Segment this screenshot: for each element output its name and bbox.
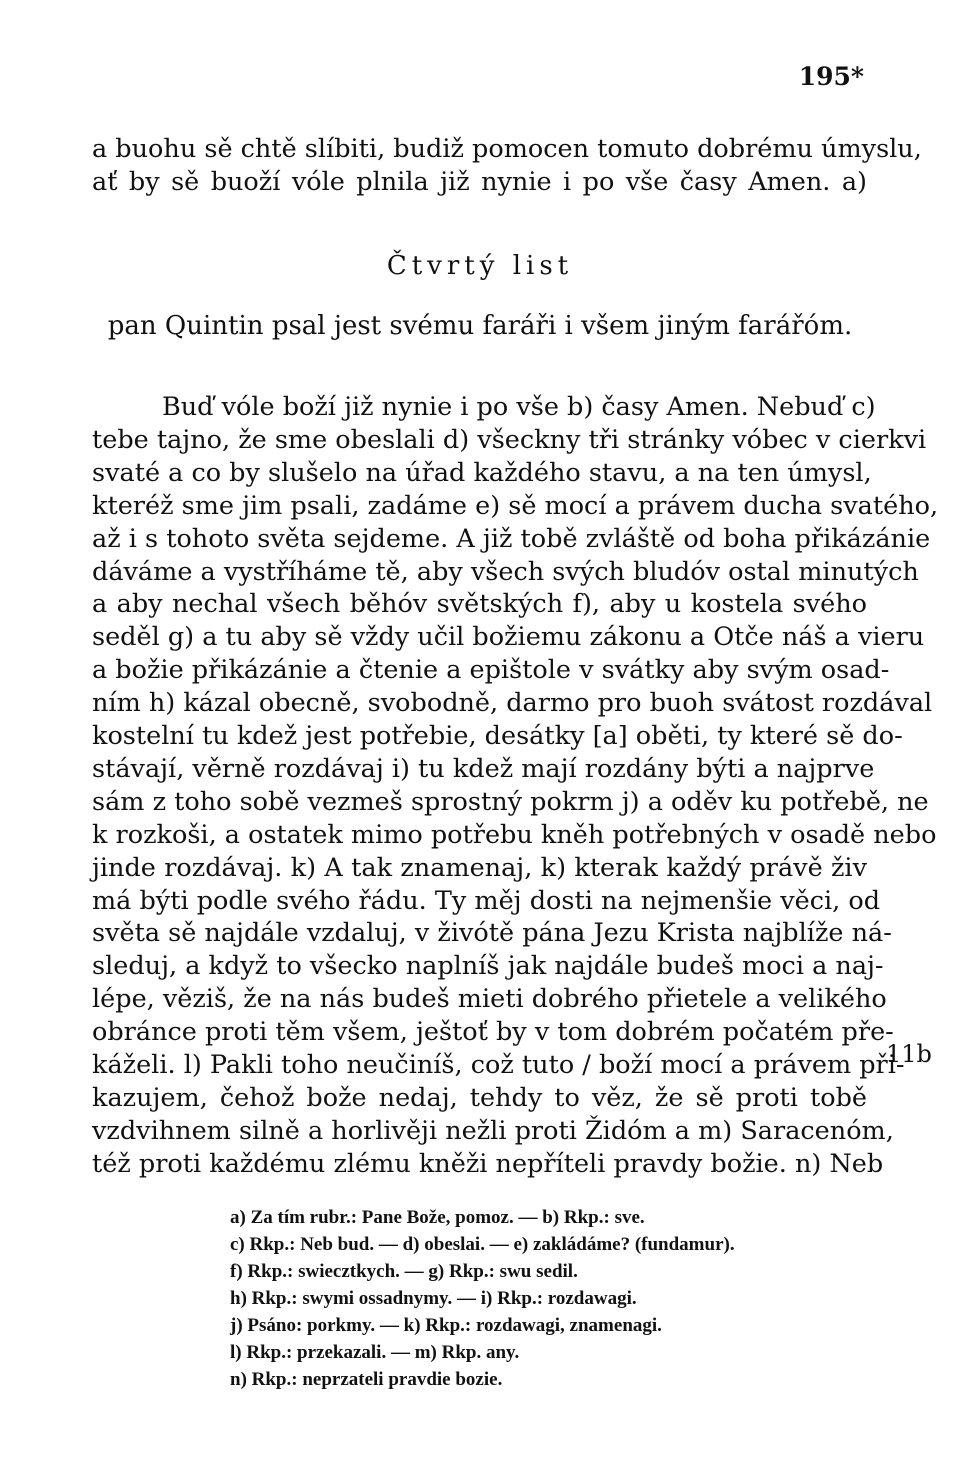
body-line: lépe, věziš, že na nás budeš mieti dobrého přietele a velikého: [92, 984, 887, 1015]
body-line: kazujem, čehož bože nedaj, tehdy to věz, že sě proti tobě: [92, 1082, 867, 1113]
body-line: jinde rozdávaj. k) A tak znamenaj, k) kterak každý právě živ: [92, 852, 867, 883]
intro-line: ať by sě buoží vóle plnila již nynie i po vše časy Amen. a): [92, 167, 867, 197]
body-line: káželi. l) Pakli toho neučiníš, což tuto / boží mocí a právem při-: [92, 1050, 905, 1080]
body-line: světa sě najdále vzdaluj, v živótě pána Jezu Krista najblíže ná-: [92, 918, 892, 949]
body-line: tebe tajno, že sme obeslali d) všeckny tři stránky vóbec v cierkvi: [92, 424, 927, 455]
page-number: 195*: [798, 62, 864, 91]
body-line: obránce proti těm všem, ještoť by v tom dobrém počatém pře-: [92, 1017, 894, 1048]
body-line: ním h) kázal obecně, svobodně, darmo pro buoh svátost rozdával: [92, 688, 933, 719]
footnote: n) Rkp.: neprzateli pravdie bozie.: [230, 1369, 503, 1390]
body-line: dáváme a vystříháme tě, aby všech svých bludóv ostal minutých: [92, 556, 919, 587]
body-line: kostelní tu kdež jest potřebie, desátky [a] oběti, ty které sě do-: [92, 721, 903, 751]
body-line: k rozkoši, a ostatek mimo potřebu kněh potřebných v osadě nebo: [92, 819, 937, 850]
body-line: sám z toho sobě vezmeš sprostný pokrm j) a oděv ku potřebě, ne: [92, 786, 929, 817]
body-line: má býti podle svého řádu. Ty měj dosti na nejmenšie věci, od: [92, 885, 881, 916]
body-line: sleduj, a když to všecko naplníš jak najdále budeš moci a naj-: [92, 951, 884, 982]
body-line: a aby nechal všech běhóv světských f), aby u kostela svého: [92, 589, 867, 620]
body-line: seděl g) a tu aby sě vždy učil božiemu zákonu a Otče náš a vieru: [92, 622, 925, 653]
footnote: l) Rkp.: przekazali. — m) Rkp. any.: [230, 1342, 520, 1363]
intro-line: a buohu sě chtě slíbiti, budiž pomocen tomuto dobrému úmyslu,: [92, 134, 922, 164]
section-subtitle: pan Quintin psal jest svému faráři i všem jiným farářóm.: [107, 311, 853, 341]
footnote: a) Za tím rubr.: Pane Bože, pomoz. — b) Rkp.: sve.: [230, 1207, 645, 1228]
section-heading: Čtvrtý list: [386, 251, 574, 281]
body-line: též proti každému zlému kněži nepříteli pravdy božie. n) Neb: [92, 1148, 884, 1179]
body-line: kteréž sme jim psali, zadáme e) sě mocí a právem ducha svatého,: [92, 490, 939, 521]
footnote: j) Psáno: porkmy. — k) Rkp.: rozdawagi, znamenagi.: [230, 1315, 662, 1336]
body-line: a božie přikázánie a čtenie a epištole v svátky aby svým osad-: [92, 655, 890, 686]
body-line: svaté a co by slušelo na úřad každého stavu, a na ten úmysl,: [92, 457, 872, 488]
margin-folio-note: 11b: [886, 1040, 932, 1068]
body-line: vzdvihnem silně a horlivěji nežli proti Židóm a m) Saracenóm,: [92, 1115, 894, 1146]
footnote: h) Rkp.: swymi ossadnymy. — i) Rkp.: rozdawagi.: [230, 1288, 637, 1309]
body-line: stávají, věrně rozdávaj i) tu kdež mají rozdány býti a najprve: [92, 753, 875, 784]
footnote: f) Rkp.: swiecztkych. — g) Rkp.: swu sedil.: [230, 1261, 578, 1282]
body-line: Buď vóle boží již nynie i po vše b) časy Amen. Nebuď c): [162, 392, 876, 422]
body-line: až i s tohoto světa sejdeme. A již tobě zvláště od boha přikázánie: [92, 523, 931, 554]
footnote: c) Rkp.: Neb bud. — d) obeslai. — e) zakládáme? (fundamur).: [230, 1234, 735, 1255]
